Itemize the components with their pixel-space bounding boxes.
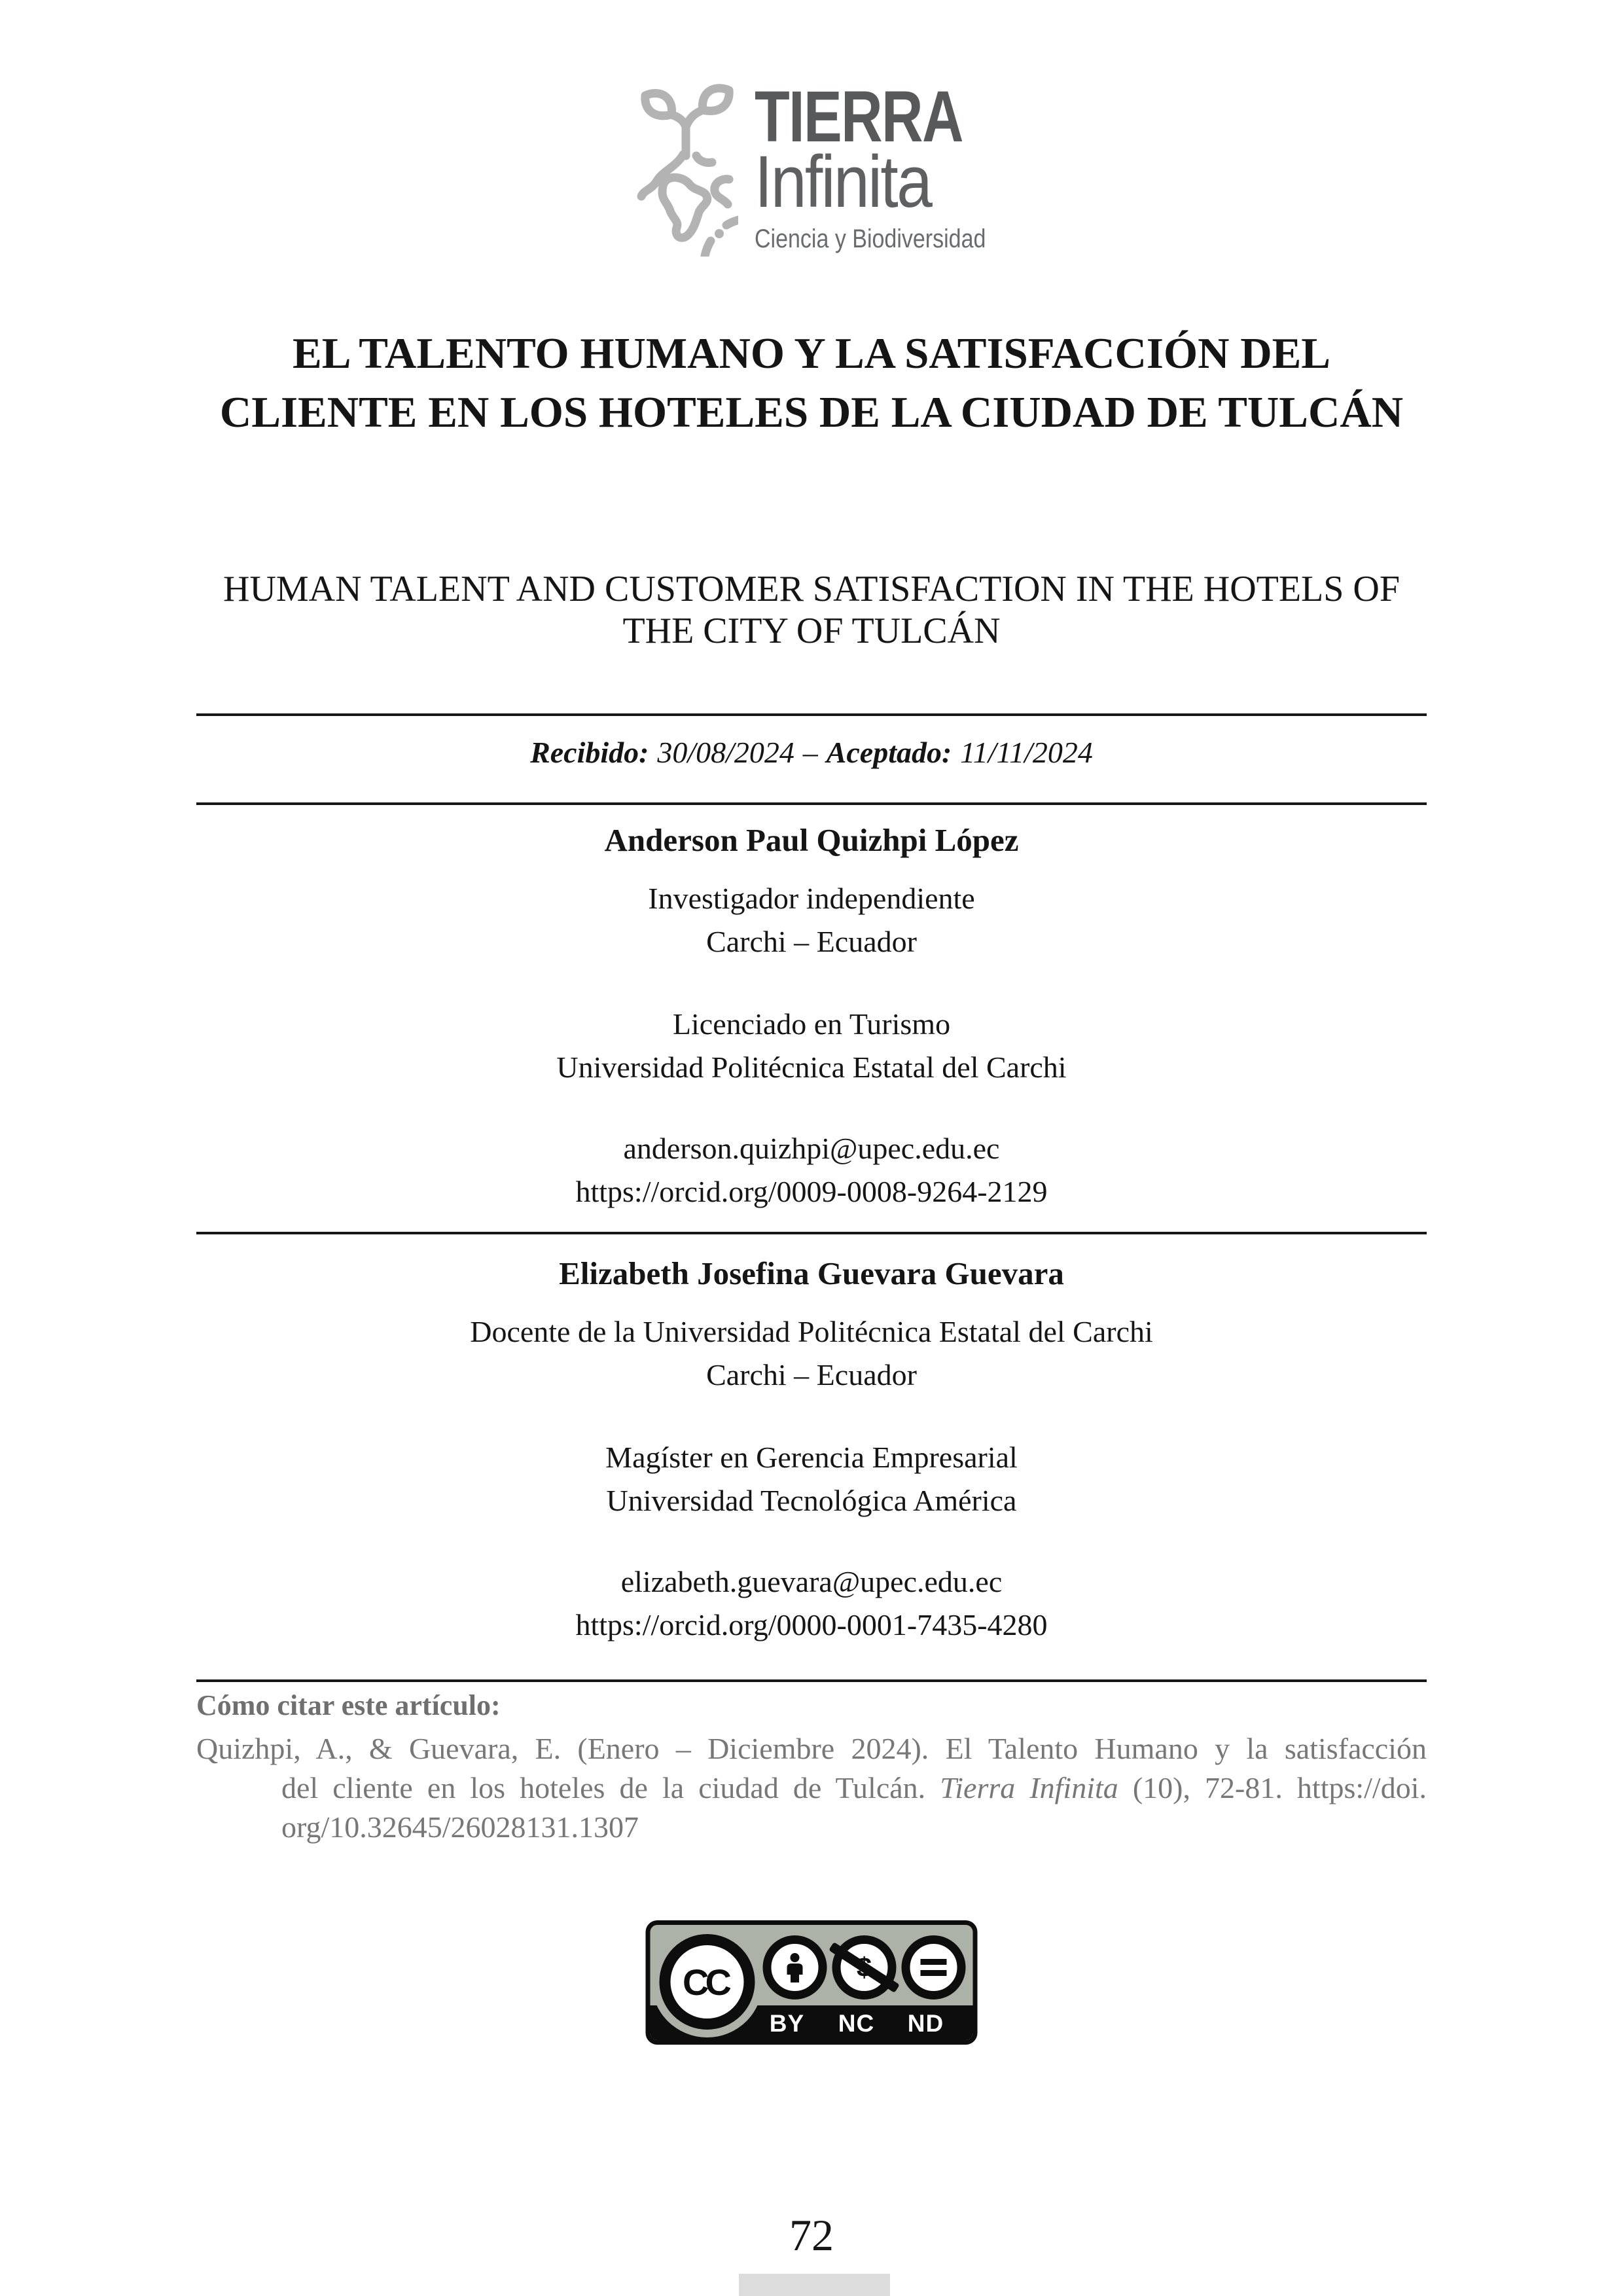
received-date: 30/08/2024 (657, 736, 794, 769)
author-role: Investigador independiente (648, 882, 975, 915)
divider-rule (196, 1679, 1427, 1682)
author-email: elizabeth.guevara@upec.edu.ec (620, 1565, 1003, 1598)
author-degree-institution: Universidad Tecnológica América (606, 1484, 1017, 1517)
author-degree-institution: Universidad Politécnica Estatal del Carchi (556, 1050, 1067, 1084)
author-block (196, 821, 1427, 1213)
plant-globe-icon (633, 81, 738, 257)
no-derivatives-icon (902, 1935, 966, 2000)
brand-name-bottom: Infinita (755, 141, 931, 223)
citation-line: Quizhpi, A., & Guevara, E. (Enero – Diciembre 2024). El Talento Humano y la satisfacción (196, 1732, 1427, 1765)
license-label-by: BY (769, 2010, 805, 2037)
citation-text: del cliente en los hoteles de la ciudad de Tulcán. (281, 1771, 940, 1804)
article-title-spanish: EL TALENTO HUMANO Y LA SATISFACCIÓN DEL CLIENTE EN LOS HOTELES DE LA CIUDAD DE TULCÁN (219, 329, 1404, 437)
author-degree: Licenciado en Turismo (672, 1007, 951, 1041)
cc-by-nc-nd-license-badge (646, 1920, 978, 2045)
author-name: Anderson Paul Quizhpi López (604, 822, 1019, 858)
received-label: Recibido: (530, 736, 649, 769)
cc-letters: CC (683, 1961, 728, 2003)
attribution-person-icon (763, 1935, 827, 2000)
author-orcid-link: https://orcid.org/0009-0008-9264-2129 (575, 1175, 1048, 1208)
page-number: 72 (789, 2210, 834, 2260)
brand-tagline: Ciencia y Biodiversidad (755, 224, 986, 253)
cc-icon (660, 1934, 755, 2030)
author-degree: Magíster en Gerencia Empresarial (605, 1441, 1018, 1474)
journal-name: Tierra Infinita (940, 1771, 1118, 1804)
divider-rule (196, 1232, 1427, 1234)
accepted-date: 11/11/2024 (960, 736, 1093, 769)
next-page-edge-artifact (739, 2274, 890, 2296)
slash-overlay (829, 1942, 900, 1993)
citation-text: (10), 72-81. https://doi. (1118, 1771, 1427, 1804)
author-block (196, 1254, 1427, 1647)
license-label-nd: ND (907, 2010, 944, 2037)
author-location: Carchi – Ecuador (706, 1358, 917, 1391)
dates-line (196, 733, 1427, 772)
accepted-label: Aceptado: (826, 736, 952, 769)
author-email: anderson.quizhpi@upec.edu.ec (623, 1132, 1000, 1165)
how-to-cite-label: Cómo citar este artículo: (196, 1689, 501, 1721)
author-name: Elizabeth Josefina Guevara Guevara (559, 1255, 1064, 1291)
article-title-english: HUMAN TALENT AND CUSTOMER SATISFACTION IN THE HOTELS OF THE CITY OF TULCÁN (223, 569, 1400, 651)
citation-line (196, 1768, 1427, 1808)
license-label-nc: NC (838, 2010, 875, 2037)
dates-separator: – (802, 736, 818, 769)
brand-name-top: TIERRA (755, 77, 963, 157)
divider-rule (196, 713, 1427, 716)
author-location: Carchi – Ecuador (706, 925, 917, 958)
divider-rule (196, 802, 1427, 805)
citation-line: org/10.32645/26028131.1307 (281, 1810, 639, 1844)
non-commercial-icon (832, 1935, 897, 2000)
journal-logo (633, 77, 1000, 264)
how-to-cite-section (196, 1689, 1427, 1847)
author-orcid-link: https://orcid.org/0000-0001-7435-4280 (575, 1608, 1048, 1641)
author-role: Docente de la Universidad Politécnica Estatal del Carchi (470, 1315, 1153, 1348)
